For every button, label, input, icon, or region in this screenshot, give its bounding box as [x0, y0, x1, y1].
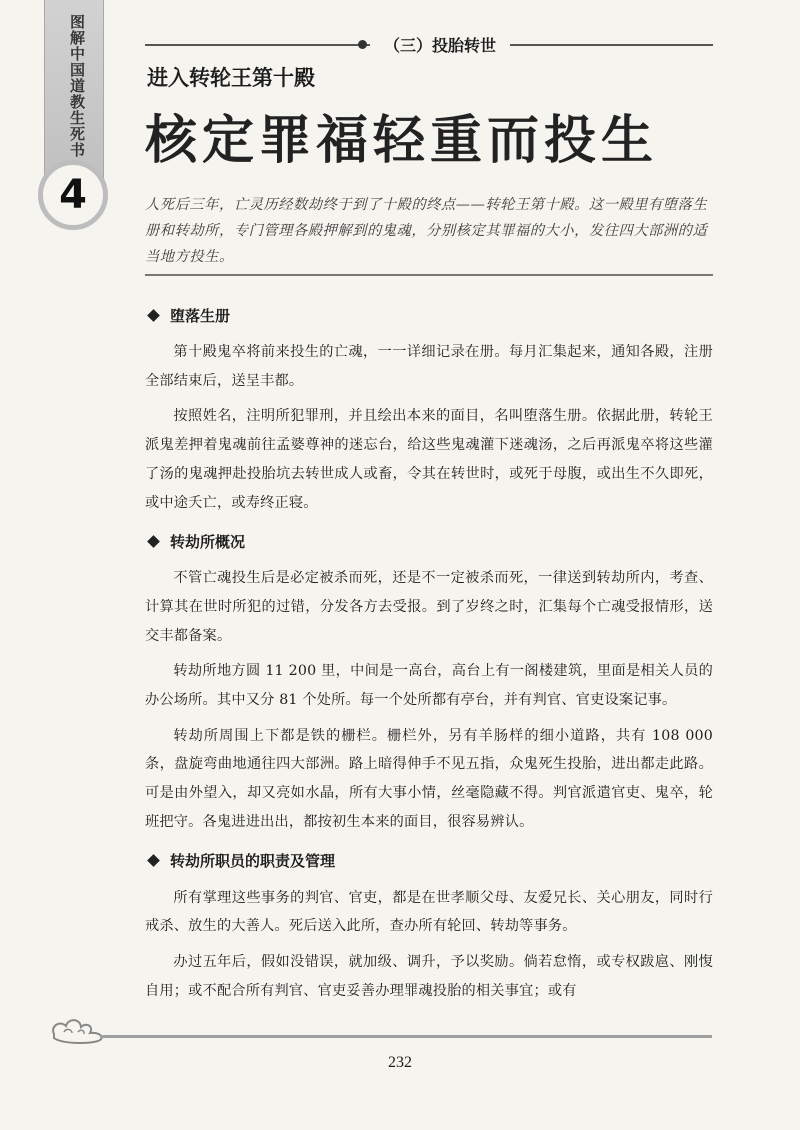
- page-title: 核定罪福轻重而投生: [145, 110, 659, 171]
- page-number: 232: [388, 1054, 412, 1071]
- diamond-bullet-icon: [147, 535, 160, 548]
- intro-divider: [145, 274, 713, 276]
- heading-text: 转劫所职员的职责及管理: [170, 852, 336, 871]
- section-heading: [145, 304, 713, 326]
- footer-rule: [100, 1035, 712, 1038]
- paragraph: 按照姓名，注明所犯罪刑，并且绘出本来的面目，名叫堕落生册。依据此册，转轮王派鬼差押着鬼魂前往孟婆尊神的迷忘台，给这些鬼魂灌下迷魂汤，之后再派鬼卒将这些灌了汤的鬼魂押赴投胎坑去转世成人或畜，令其在转世时，或死于母腹，或出生不久即死，或中途夭亡，或寿终正寝。: [145, 408, 713, 511]
- paragraph: 不管亡魂投生后是必定被杀而死，还是不一定被杀而死，一律送到转劫所内，考查、计算其在世时所犯的过错，分发各方去受报。到了岁终之时，汇集每个亡魂受报情形，送交丰都备案。: [145, 570, 713, 644]
- paragraph: 转劫所地方圆 11 200 里，中间是一高台，高台上有一阁楼建筑，里面是相关人员的办公场所。其中又分 81 个处所。每一个处所都有亭台，并有判官、官吏设案记事。: [145, 663, 713, 709]
- cloud-ornament-icon: [48, 1010, 110, 1046]
- paragraph: 第十殿鬼卒将前来投生的亡魂，一一详细记录在册。每月汇集起来，通知各殿，注册全部结束后，送呈丰都。: [145, 344, 713, 389]
- diamond-bullet-icon: [147, 854, 160, 867]
- rule-dot-left: [358, 40, 367, 49]
- article-body: [145, 304, 713, 1012]
- section-heading: [145, 850, 713, 872]
- paragraph: 所有掌理这些事务的判官、官吏，都是在世孝顺父母、友爱兄长、关心朋友，同时行戒杀、放生的大善人。死后送入此所，查办所有轮回、转劫等事务。: [145, 889, 713, 935]
- page-subtitle: 进入转轮王第十殿: [147, 66, 315, 90]
- chapter-number: 4: [59, 172, 87, 218]
- intro-text: 人死后三年，亡灵历经数劫终于到了十殿的终点——转轮王第十殿。这一殿里有堕落生册和转劫所，专门管理各殿押解到的鬼魂，分别核定其罪福的大小，发往四大部洲的适当地方投生。: [145, 197, 708, 265]
- section-heading: [145, 530, 713, 552]
- section-label: （三）投胎转世: [370, 30, 510, 58]
- heading-text: 转劫所概况: [170, 532, 246, 551]
- book-title: 图解中国道教生死书: [68, 14, 86, 158]
- heading-text: 堕落生册: [170, 306, 231, 325]
- diamond-bullet-icon: [147, 309, 160, 322]
- paragraph: 转劫所周围上下都是铁的栅栏。栅栏外，另有羊肠样的细小道路，共有 108 000 条，盘旋弯曲地通往四大部洲。路上暗得伸手不见五指，众鬼死生投胎，进出都走此路。可是由外望入，却又亮如水晶，所有大事小情，丝毫隐藏不得。判官派遣官吏、鬼卒，轮班把守。各鬼进进出出，都按初生本来的面目，很容易辨认。: [145, 727, 713, 830]
- paragraph: 办过五年后，假如没错误，就加级、调升，予以奖励。倘若怠惰，或专权跋扈、刚愎自用；或不配合所有判官、官吏妥善办理罪魂投胎的相关事宜；或有: [145, 953, 713, 999]
